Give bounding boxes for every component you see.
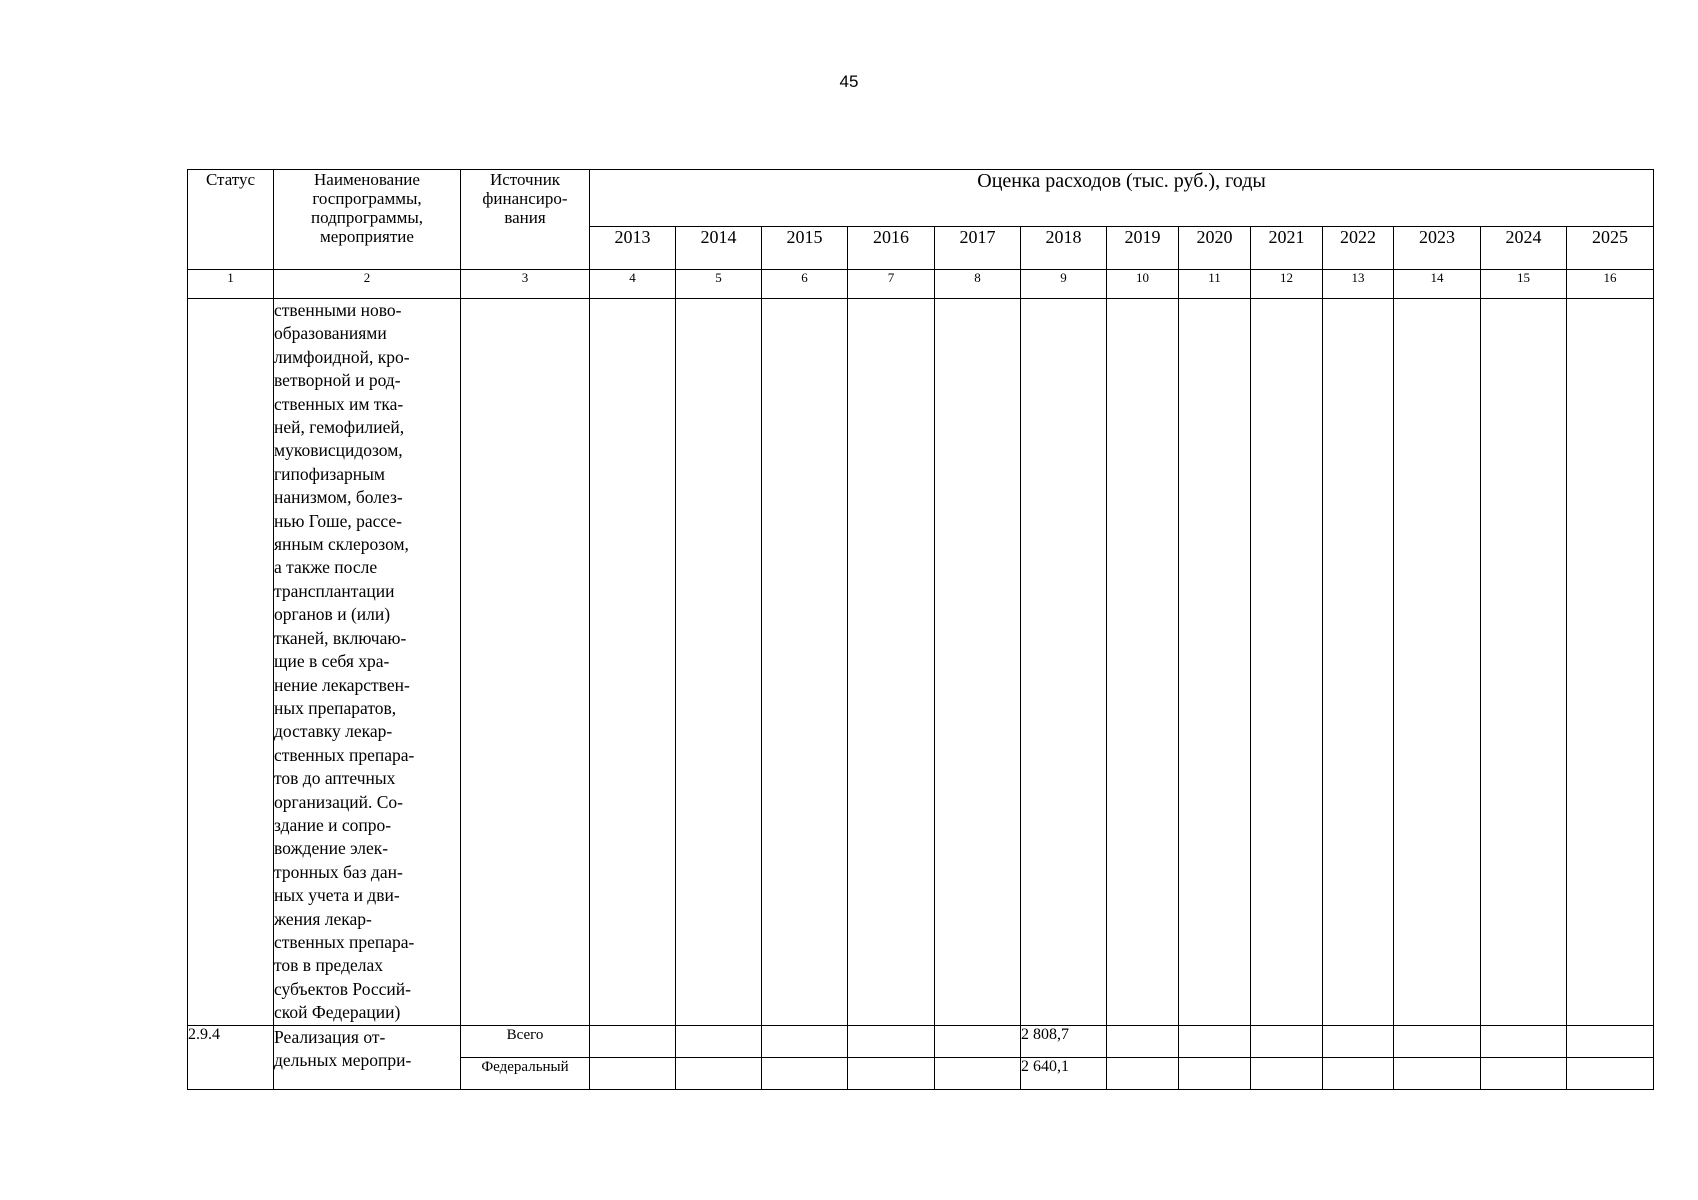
column-number: 13 [1323, 270, 1394, 299]
continuation-line: тов до аптечных [274, 768, 396, 789]
value-cell [1567, 1025, 1654, 1057]
year-header: 2014 [676, 227, 762, 270]
value-cell [1481, 1025, 1567, 1057]
continuation-year-cell [1323, 299, 1394, 1026]
continuation-line: нанизмом, болез- [274, 487, 403, 508]
year-header: 2019 [1107, 227, 1179, 270]
value-cell [1323, 1057, 1394, 1089]
continuation-line: трансплантации [274, 580, 395, 601]
budget-table [187, 169, 1654, 1090]
value-cell [1107, 1025, 1179, 1057]
value-cell [1481, 1057, 1567, 1089]
continuation-year-cell [590, 299, 676, 1026]
value-cell [590, 1057, 676, 1089]
continuation-line: щие в себя хра- [274, 651, 390, 672]
continuation-line: нью Гоше, рассе- [274, 510, 402, 531]
continuation-year-cell [676, 299, 762, 1026]
continuation-line: доставку лекар- [274, 721, 393, 742]
continuation-line: ственными ново- [274, 300, 402, 320]
continuation-line: тов в пределах [274, 955, 384, 976]
continuation-line: ветворной и род- [274, 370, 401, 391]
column-number: 6 [762, 270, 848, 299]
source-cell: Федеральный [461, 1057, 590, 1089]
value-cell [676, 1025, 762, 1057]
value-cell [762, 1025, 848, 1057]
continuation-year-cell [1107, 299, 1179, 1026]
value-cell [1567, 1057, 1654, 1089]
row-294-name-line: Реализация от- [274, 1026, 386, 1047]
continuation-line: организаций. Со- [274, 791, 403, 812]
header-status: Статус [188, 170, 274, 270]
continuation-year-cell [762, 299, 848, 1026]
column-number: 14 [1394, 270, 1481, 299]
value-cell [1179, 1057, 1251, 1089]
continuation-line: ственных препара- [274, 931, 415, 952]
continuation-line: образованиями [274, 323, 387, 344]
row-294-status: 2.9.4 [188, 1025, 274, 1089]
continuation-line: ской Федерации) [274, 1002, 401, 1023]
column-number: 12 [1251, 270, 1323, 299]
value-cell [848, 1057, 935, 1089]
continuation-line: ственных препара- [274, 744, 415, 765]
continuation-line: тронных баз дан- [274, 861, 403, 882]
page-number: 45 [839, 72, 859, 91]
row-294-name-line: дельных меропри- [274, 1049, 412, 1070]
row-294-total [188, 1025, 1654, 1057]
continuation-year-cell [1394, 299, 1481, 1026]
value-cell [676, 1057, 762, 1089]
continuation-line: ных препаратов, [274, 697, 397, 718]
header-row [188, 170, 1654, 227]
continuation-line: здание и сопро- [274, 814, 392, 835]
year-header: 2023 [1394, 227, 1481, 270]
column-number: 9 [1021, 270, 1107, 299]
year-header: 2021 [1251, 227, 1323, 270]
header-source: Источник финансиро-вания [461, 170, 590, 270]
value-cell [1251, 1057, 1323, 1089]
header-name: Наименование госпрограммы, подпрограммы, мероприятие [274, 170, 461, 270]
continuation-line: тканей, включаю- [274, 627, 407, 648]
continuation-line: нение лекарствен- [274, 674, 410, 695]
continuation-year-cell [935, 299, 1021, 1026]
continuation-line: жения лекар- [274, 908, 372, 929]
continuation-line: а также после [274, 557, 378, 578]
continuation-line: муковисцидозом, [274, 440, 403, 461]
value-cell [1107, 1057, 1179, 1089]
column-number: 11 [1179, 270, 1251, 299]
continuation-status-cell [188, 299, 274, 1026]
year-header: 2025 [1567, 227, 1654, 270]
continuation-line: ных учета и дви- [274, 885, 400, 906]
value-cell [1394, 1025, 1481, 1057]
header-title: Оценка расходов (тыс. руб.), годы [590, 170, 1654, 227]
value-cell [935, 1025, 1021, 1057]
year-header: 2022 [1323, 227, 1394, 270]
value-cell [590, 1025, 676, 1057]
column-number: 3 [461, 270, 590, 299]
continuation-year-cell [1179, 299, 1251, 1026]
year-header: 2013 [590, 227, 676, 270]
column-number: 10 [1107, 270, 1179, 299]
value-cell [1179, 1025, 1251, 1057]
value-cell [1251, 1025, 1323, 1057]
column-number-row [188, 270, 1654, 299]
continuation-line: лимфоидной, кро- [274, 346, 410, 367]
column-number: 2 [274, 270, 461, 299]
continuation-year-cell [1021, 299, 1107, 1026]
continuation-source-cell [461, 299, 590, 1026]
continuation-name-cell [274, 299, 461, 1026]
value-cell [935, 1057, 1021, 1089]
continuation-row [188, 299, 1654, 1026]
continuation-line: вождение элек- [274, 838, 389, 859]
continuation-line: ственных им тка- [274, 393, 404, 414]
column-number: 1 [188, 270, 274, 299]
year-header: 2016 [848, 227, 935, 270]
value-cell: 2 808,7 [1021, 1025, 1107, 1057]
year-header: 2017 [935, 227, 1021, 270]
row-294-name [274, 1025, 461, 1089]
continuation-year-cell [1567, 299, 1654, 1026]
continuation-line: ней, гемофилией, [274, 417, 405, 438]
continuation-line: гипофизарным [274, 463, 385, 484]
year-header: 2018 [1021, 227, 1107, 270]
year-header: 2015 [762, 227, 848, 270]
continuation-year-cell [1481, 299, 1567, 1026]
value-cell [848, 1025, 935, 1057]
column-number: 8 [935, 270, 1021, 299]
column-number: 15 [1481, 270, 1567, 299]
continuation-year-cell [1251, 299, 1323, 1026]
year-header: 2024 [1481, 227, 1567, 270]
source-cell: Всего [461, 1025, 590, 1057]
column-number: 7 [848, 270, 935, 299]
continuation-year-cell [848, 299, 935, 1026]
continuation-line: субъектов Россий- [274, 978, 411, 999]
year-header: 2020 [1179, 227, 1251, 270]
value-cell [1394, 1057, 1481, 1089]
value-cell [1323, 1025, 1394, 1057]
continuation-line: янным склерозом, [274, 534, 409, 555]
continuation-line: органов и (или) [274, 604, 391, 625]
column-number: 4 [590, 270, 676, 299]
value-cell [762, 1057, 848, 1089]
column-number: 5 [676, 270, 762, 299]
value-cell: 2 640,1 [1021, 1057, 1107, 1089]
column-number: 16 [1567, 270, 1654, 299]
